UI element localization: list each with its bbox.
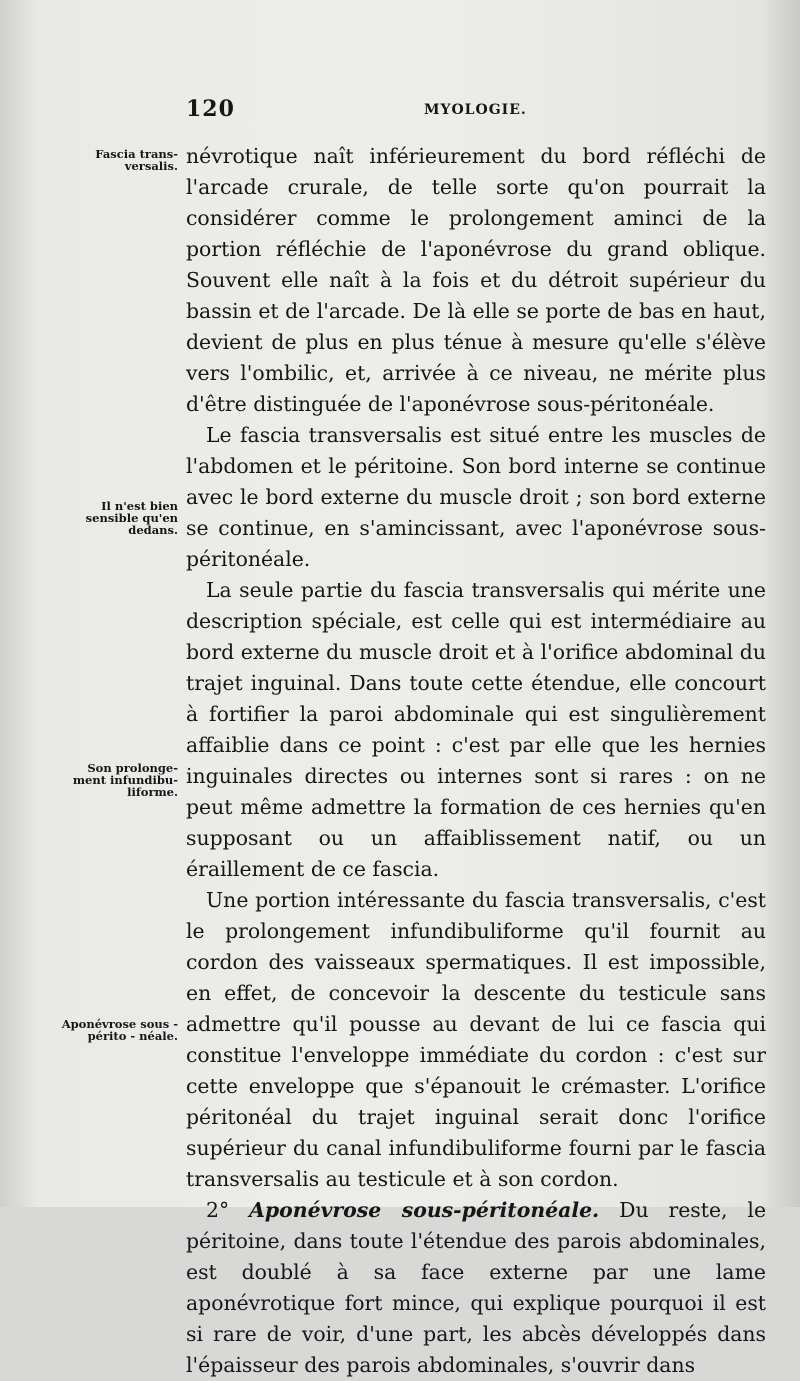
margin-note-sensible-en-dedans: Il n'est bien sensible qu'en dedans. [85,499,178,537]
paragraph-continuation: névrotique naît inférieurement du bord réfléchi de l'arcade crurale, de telle sorte qu'on pourrait la considérer comme le prolongement aminci de la portion réfléchie de l'aponévrose du grand oblique. Souvent elle naît à la fois et du détroit supérieur du bassin et de l'arcade. De là elle se porte de bas en haut, devient de plus en plus ténue à mesure qu'elle s'élève vers l'ombilic, et, arrivée à ce niveau, ne mérite plus d'être distinguée de l'aponévrose sous-péritonéale. [186,144,766,416]
body-text [186,141,766,1381]
section-text: Du reste, le péritoine, dans toute l'étendue des parois abdominales, est doublé à sa face externe par une lame aponévrotique fort mince, qui explique pourquoi il est si rare de voir, d'une part, les abcès développés dans l'épaisseur des parois abdominales, s'ouvrir dans [186,1198,767,1377]
paragraph: La seule partie du fascia transversalis qui mérite une description spéciale, est celle qui est intermédiaire au bord externe du muscle droit et à l'orifice abdominal du trajet inguinal. Dans toute cette étendue, elle concourt à fortifier la paroi abdominale qui est singulièrement affaiblie dans ce point : c'est par elle que les hernies inguinales directes ou internes sont si rares : on ne peut même admettre la formation de ces hernies qu'en supposant ou un affaiblissement natif, ou un éraillement de ce fascia. [186,578,766,881]
section-number: 2° [206,1198,230,1222]
section-paragraph [186,1195,766,1381]
section-heading: Aponévrose sous-péritonéale. [249,1198,600,1222]
margin-note-fascia-transversalis: Fascia trans-versalis. [95,147,178,173]
page-header [186,96,766,130]
paragraph: Une portion intéressante du fascia transversalis, c'est le prolongement infundibuliforme qu'il fournit au cordon des vaisseaux spermatiques. Il est impossible, en effet, de concevoir la descente du testicule sans admettre qu'il pousse au devant de lui ce fascia qui constitue l'enveloppe immédiate du cordon : c'est sur cette enveloppe que s'épanouit le crémaster. L'orifice péritonéal du trajet inguinal serait donc l'orifice supérieur du canal infundibuliforme fourni par le fascia transversalis au testicule et à son cordon. [186,888,766,1191]
margin-note-prolongement-infundibuliforme: Son prolonge-ment infundibu-liforme. [72,761,178,799]
page-number: 120 [186,96,235,122]
running-title: MYOLOGIE. [424,102,527,118]
paragraph: Le fascia transversalis est situé entre les muscles de l'abdomen et le péritoine. Son bord interne se continue avec le bord externe du muscle droit ; son bord externe se continue, en s'amincissant, avec l'aponévrose sous-péritonéale. [186,423,766,571]
margin-note-aponevrose-sous-peritoneale: Aponévrose sous - périto - néale. [61,1017,178,1043]
